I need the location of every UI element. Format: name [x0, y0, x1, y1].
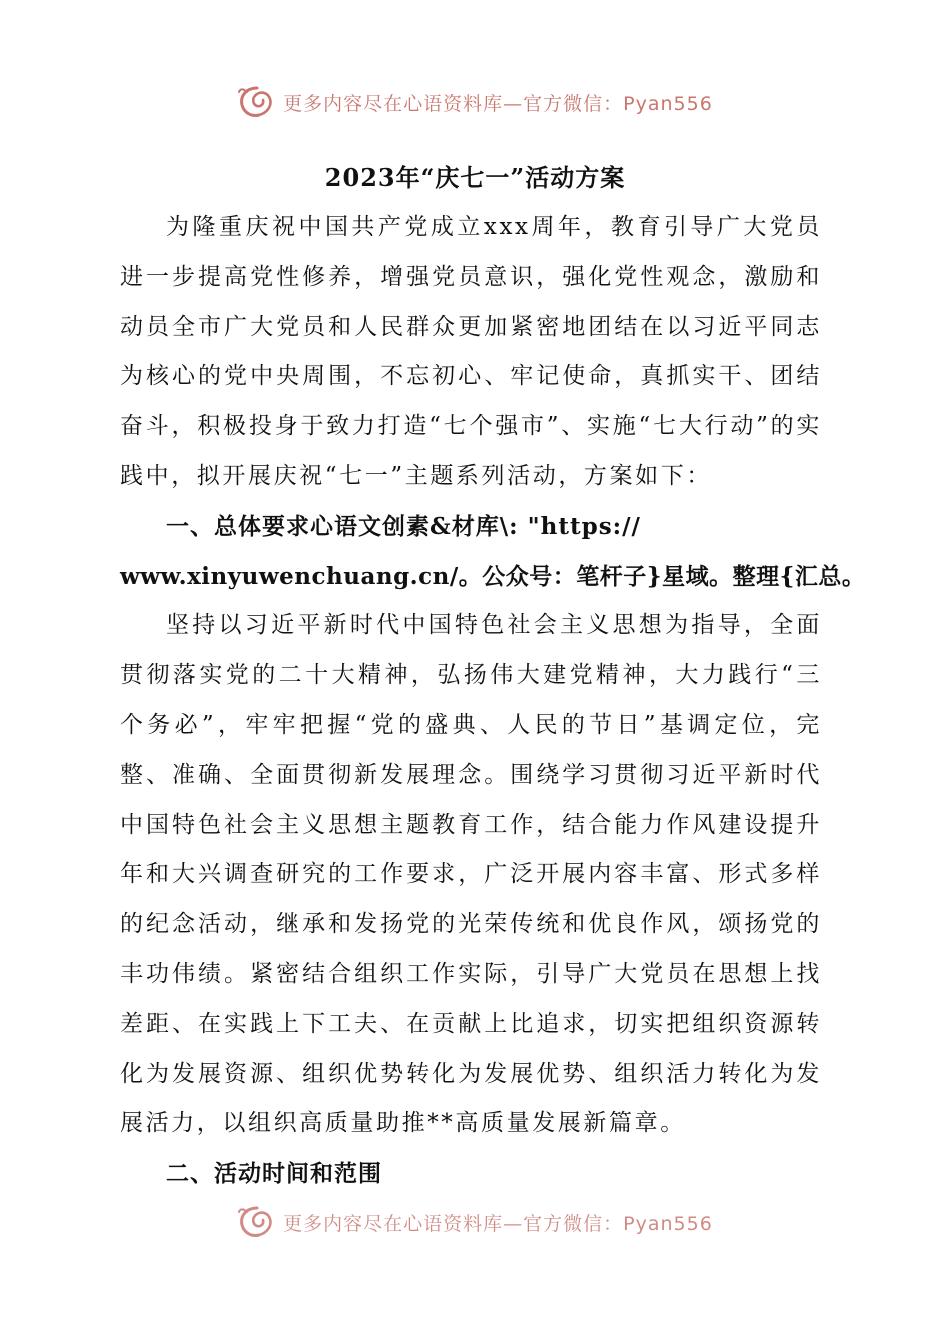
intro-paragraph: 为隆重庆祝中国共产党成立xxx周年，教育引导广大党员进一步提高党性修养，增强党员意识，强化党性观念，激励和动员全市广大党员和人民群众更加紧密地团结在以习近平同志为核心的党中央周围，不忘初心、牢记使命，真抓实干、团结奋斗，积极投身于致力打造“七个强市”、实施“七大行动”的实践中，拟开展庆祝“七一”主题系列活动，方案如下：: [120, 214, 822, 489]
watermark-header: [0, 84, 950, 120]
section-heading-1: [120, 502, 866, 602]
document-title: 2023年“庆七一”活动方案: [324, 163, 626, 192]
section-heading-2: 二、活动时间和范围: [166, 1160, 382, 1188]
swirl-logo-icon: [237, 84, 277, 120]
section-heading-1-line2: www.xinyuwenchuang.cn/。公众号：笔杆子}星域。整理{汇总。: [120, 562, 866, 590]
swirl-logo-icon: [237, 1204, 277, 1240]
section-heading-1-line1: 一、总体要求心语文创素&材库\: "https://: [166, 512, 641, 540]
document-body: [120, 203, 866, 1199]
watermark-footer: [0, 1204, 950, 1240]
watermark-text: 更多内容尽在心语资料库—官方微信：Pyan556: [283, 92, 713, 115]
watermark-text: 更多内容尽在心语资料库—官方微信：Pyan556: [283, 1212, 713, 1235]
section-1-paragraph: 坚持以习近平新时代中国特色社会主义思想为指导，全面贯彻落实党的二十大精神，弘扬伟大建党精神，大力践行“三个务必”，牢牢把握“党的盛典、人民的节日”基调定位，完整、准确、全面贯彻新发展理念。围绕学习贯彻习近平新时代中国特色社会主义思想主题教育工作，结合能力作风建设提升年和大兴调查研究的工作要求，广泛开展内容丰富、形式多样的纪念活动，继承和发扬党的光荣传统和优良作风，颂扬党的丰功伟绩。紧密结合组织工作实际，引导广大党员在思想上找差距、在实践上下工夫、在贡献上比追求，切实把组织资源转化为发展资源、组织优势转化为发展优势、组织活力转化为发展活力，以组织高质量助推**高质量发展新篇章。: [120, 612, 822, 1137]
